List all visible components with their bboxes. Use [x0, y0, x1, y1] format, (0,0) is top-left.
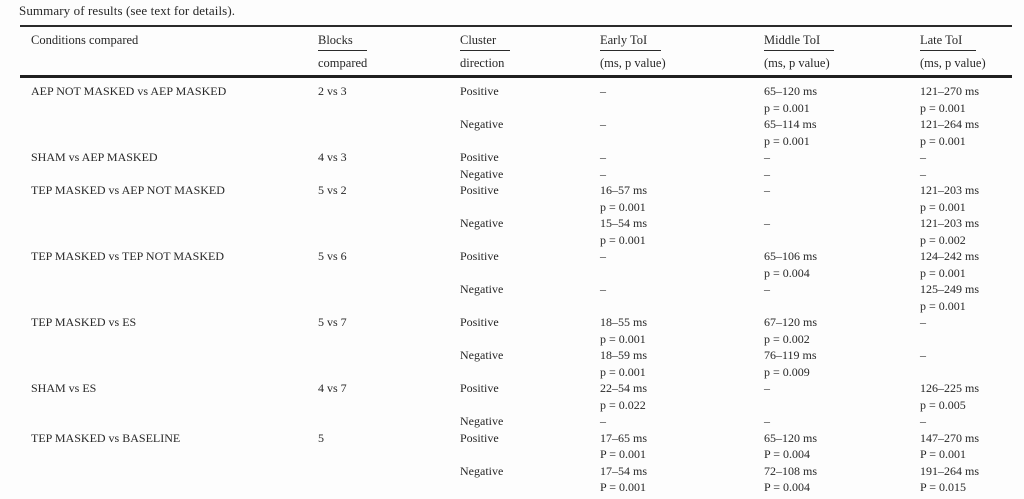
blocks-cell — [318, 166, 460, 183]
direction-cell: Positive — [460, 183, 499, 197]
table-row — [31, 166, 1012, 183]
late-toi-cell: 147–270 ms P = 0.001 — [920, 430, 980, 461]
blocks-cell — [318, 116, 460, 149]
blocks-cell — [318, 463, 460, 496]
direction-cell: Negative — [460, 117, 504, 131]
early-toi-cell: – — [600, 414, 606, 428]
late-toi-cell: – — [920, 315, 926, 329]
table-row — [31, 215, 1012, 248]
early-toi-cell: 18–55 ms p = 0.001 — [600, 315, 648, 346]
middle-toi-cell: – — [764, 150, 770, 164]
condition-cell — [31, 215, 318, 248]
early-toi-cell: 17–54 ms P = 0.001 — [600, 463, 648, 494]
table-row — [31, 463, 1012, 496]
blocks-cell — [318, 347, 460, 380]
middle-toi-cell: 65–106 ms p = 0.004 — [764, 249, 818, 280]
middle-toi-cell: – — [764, 183, 770, 197]
direction-cell: Negative — [460, 414, 504, 428]
direction-cell: Positive — [460, 249, 499, 263]
direction-cell: Negative — [460, 216, 504, 230]
early-toi-cell: 16–57 ms p = 0.001 — [600, 183, 648, 214]
table-caption: Summary of results (see text for details). — [19, 3, 236, 18]
direction-cell: Negative — [460, 348, 504, 362]
table-row — [31, 116, 1012, 149]
direction-cell: Negative — [460, 463, 504, 478]
direction-cell: Negative — [460, 166, 504, 181]
condition-cell — [31, 463, 318, 496]
table-row — [31, 83, 1012, 116]
blocks-cell: 5 — [318, 430, 324, 445]
condition-cell — [31, 281, 318, 314]
middle-toi-cell: 65–120 ms P = 0.004 — [764, 430, 818, 461]
middle-toi-cell: 65–120 ms p = 0.001 — [764, 84, 818, 115]
header-early-toi-bottom: (ms, p value) — [600, 56, 666, 70]
table-row — [31, 430, 1012, 463]
direction-cell: Positive — [460, 430, 499, 445]
header-conditions-label: Conditions compared — [31, 33, 139, 47]
table-row — [31, 182, 1012, 215]
table-row — [31, 413, 1012, 430]
middle-toi-cell: 65–114 ms p = 0.001 — [764, 117, 817, 148]
condition-cell: TEP MASKED vs AEP NOT MASKED — [31, 183, 225, 197]
late-toi-cell: 121–203 ms p = 0.002 — [920, 216, 980, 247]
header-blocks — [318, 33, 460, 70]
blocks-cell: 4 vs 7 — [318, 381, 347, 395]
middle-toi-cell: – — [764, 282, 770, 296]
condition-cell — [31, 413, 318, 430]
header-middle-toi — [764, 33, 920, 70]
late-toi-cell: – — [920, 414, 926, 428]
blocks-cell — [318, 413, 460, 430]
table-row — [31, 380, 1012, 413]
middle-toi-cell: – — [764, 381, 770, 395]
table-row — [31, 248, 1012, 281]
header-cluster — [460, 33, 600, 70]
table-body — [20, 78, 1012, 499]
blocks-cell: 5 vs 6 — [318, 249, 347, 263]
middle-toi-cell: 76–119 ms p = 0.009 — [764, 348, 817, 379]
header-middle-toi-bottom: (ms, p value) — [764, 56, 830, 70]
blocks-cell — [318, 215, 460, 248]
early-toi-cell: 15–54 ms p = 0.001 — [600, 216, 648, 247]
early-toi-cell: 17–65 ms P = 0.001 — [600, 430, 648, 461]
late-toi-cell: 121–203 ms p = 0.001 — [920, 183, 980, 214]
blocks-cell: 4 vs 3 — [318, 150, 347, 164]
table-row — [31, 314, 1012, 347]
table-header — [20, 25, 1012, 78]
header-early-toi — [600, 33, 764, 70]
early-toi-cell: 18–59 ms p = 0.001 — [600, 348, 648, 379]
direction-cell: Positive — [460, 84, 499, 98]
middle-toi-cell: 72–108 ms P = 0.004 — [764, 463, 818, 494]
early-toi-cell: – — [600, 249, 606, 263]
direction-cell: Positive — [460, 381, 499, 395]
early-toi-cell: 22–54 ms p = 0.022 — [600, 381, 648, 412]
early-toi-cell: – — [600, 117, 606, 131]
table-row — [31, 347, 1012, 380]
late-toi-cell: 126–225 ms p = 0.005 — [920, 381, 980, 412]
middle-toi-cell: – — [764, 166, 770, 181]
blocks-cell: 2 vs 3 — [318, 84, 347, 98]
header-cluster-bottom: direction — [460, 56, 505, 70]
late-toi-cell: – — [920, 166, 926, 181]
condition-cell: AEP NOT MASKED vs AEP MASKED — [31, 84, 227, 98]
middle-toi-cell: – — [764, 414, 770, 428]
middle-toi-cell: 67–120 ms p = 0.002 — [764, 315, 818, 346]
blocks-cell — [318, 281, 460, 314]
late-toi-cell: 121–270 ms p = 0.001 — [920, 84, 980, 115]
direction-cell: Negative — [460, 282, 504, 296]
early-toi-cell: – — [600, 150, 606, 164]
late-toi-cell: – — [920, 348, 926, 362]
condition-cell: TEP MASKED vs TEP NOT MASKED — [31, 249, 225, 263]
blocks-cell: 5 vs 7 — [318, 315, 347, 329]
late-toi-cell: 121–264 ms p = 0.001 — [920, 117, 980, 148]
condition-cell: SHAM vs ES — [31, 381, 97, 395]
blocks-cell: 5 vs 2 — [318, 183, 347, 197]
table-row — [31, 281, 1012, 314]
late-toi-cell: 191–264 ms P = 0.015 — [920, 463, 980, 494]
table-row — [31, 149, 1012, 166]
header-middle-toi-top: Middle ToI — [764, 33, 834, 51]
header-conditions — [31, 33, 318, 70]
early-toi-cell: – — [600, 166, 606, 181]
condition-cell: TEP MASKED vs ES — [31, 315, 137, 329]
condition-cell — [31, 116, 318, 149]
condition-cell: SHAM vs AEP MASKED — [31, 150, 158, 164]
condition-cell: TEP MASKED vs BASELINE — [31, 430, 181, 445]
header-late-toi-bottom: (ms, p value) — [920, 56, 986, 70]
condition-cell — [31, 347, 318, 380]
results-table — [20, 25, 1012, 499]
middle-toi-cell: – — [764, 216, 770, 230]
header-blocks-bottom: compared — [318, 56, 368, 70]
late-toi-cell: – — [920, 150, 926, 164]
header-cluster-top: Cluster — [460, 33, 510, 51]
header-early-toi-top: Early ToI — [600, 33, 661, 51]
direction-cell: Positive — [460, 315, 499, 329]
condition-cell — [31, 166, 318, 183]
direction-cell: Positive — [460, 150, 499, 164]
late-toi-cell: 124–242 ms p = 0.001 — [920, 249, 980, 280]
late-toi-cell: 125–249 ms p = 0.001 — [920, 282, 980, 313]
header-blocks-top: Blocks — [318, 33, 367, 51]
header-late-toi — [920, 33, 1012, 70]
header-late-toi-top: Late ToI — [920, 33, 976, 51]
early-toi-cell: – — [600, 84, 606, 98]
early-toi-cell: – — [600, 282, 606, 296]
